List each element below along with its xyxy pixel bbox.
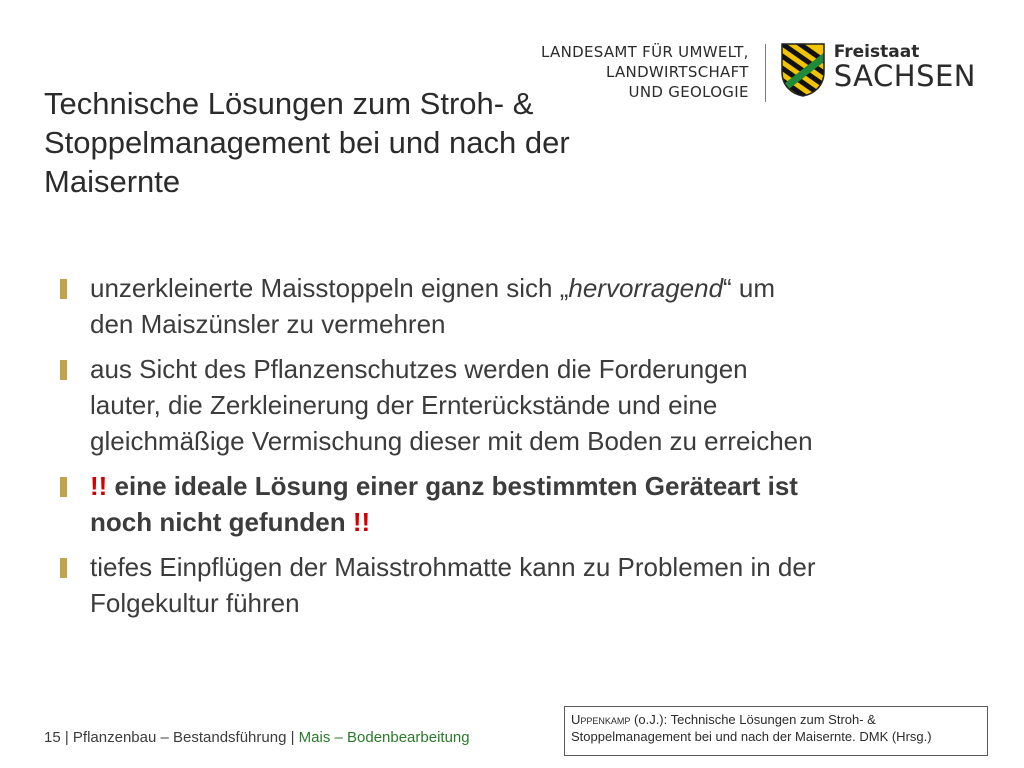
lfulg-line-2: LANDWIRTSCHAFT xyxy=(605,63,749,81)
footer xyxy=(44,729,470,747)
bullet-item-4 xyxy=(60,549,980,621)
sachsen-logo-freistaat: Freistaat xyxy=(833,42,920,62)
header-logos xyxy=(541,42,976,104)
bullet-1-text-start: unzerkleinerte Maisstoppeln eignen sich „ xyxy=(90,273,569,303)
page-number: 15 xyxy=(44,729,61,746)
saxony-coat-of-arms-icon xyxy=(780,42,826,98)
bullet-list xyxy=(60,270,980,630)
bullet-3-line-2: noch nicht gefunden xyxy=(90,507,353,537)
bullet-3-line-1: eine ideale Lösung einer ganz bestimmten Geräteart ist xyxy=(107,471,798,501)
bullet-2-line-1: aus Sicht des Pflanzenschutzes werden die Forderungen xyxy=(90,354,748,384)
source-line-2: Stoppelmanagement bei und nach der Maisernte. DMK (Hrsg.) xyxy=(571,729,932,744)
lfulg-logo xyxy=(541,42,749,102)
bullet-4-line-1: tiefes Einpflügen der Maisstrohmatte kann zu Problemen in der xyxy=(90,552,816,582)
sachsen-logo xyxy=(834,42,976,91)
lfulg-line-3: UND GEOLOGIE xyxy=(628,83,749,101)
bullet-1-text-end: “ um xyxy=(723,273,776,303)
title-line-2: Stoppelmanagement bei und nach der xyxy=(44,125,570,160)
bullet-item-1 xyxy=(60,270,980,342)
bullet-marker-icon xyxy=(60,558,67,578)
logo-divider xyxy=(765,44,766,102)
source-citation-box xyxy=(564,706,988,756)
bullet-marker-icon xyxy=(60,477,67,497)
bullet-marker-icon xyxy=(60,360,67,380)
bullet-1-italic: hervorragend xyxy=(568,273,724,303)
title-line-1: Technische Lösungen zum Stroh- & xyxy=(44,86,534,121)
footer-separator-2: | xyxy=(286,729,299,746)
bullet-item-3 xyxy=(60,468,980,540)
bullet-4-line-2: Folgekultur führen xyxy=(90,588,300,618)
footer-separator-1: | xyxy=(60,729,73,746)
lfulg-line-1: LANDESAMT FÜR UMWELT, xyxy=(541,43,749,61)
bullet-2-line-3: gleichmäßige Vermischung dieser mit dem Boden zu erreichen xyxy=(90,426,813,456)
sachsen-logo-sachsen: SACHSEN xyxy=(833,59,976,93)
bullet-1-line-2: den Maiszünsler zu vermehren xyxy=(90,309,446,339)
title-line-3: Maisernte xyxy=(44,164,181,199)
bullet-3-mark-start: !! xyxy=(90,471,108,501)
bullet-3-mark-end: !! xyxy=(352,507,371,537)
bullet-marker-icon xyxy=(60,279,67,299)
bullet-item-2 xyxy=(60,351,980,459)
footer-section: Pflanzenbau – Bestandsführung xyxy=(72,729,287,746)
bullet-2-line-2: lauter, die Zerkleinerung der Ernterückstände und eine xyxy=(90,390,718,420)
source-author: Uppenkamp xyxy=(571,712,631,727)
footer-topic: Mais – Bodenbearbeitung xyxy=(298,729,470,746)
source-line-1: (o.J.): Technische Lösungen zum Stroh- & xyxy=(630,712,876,727)
